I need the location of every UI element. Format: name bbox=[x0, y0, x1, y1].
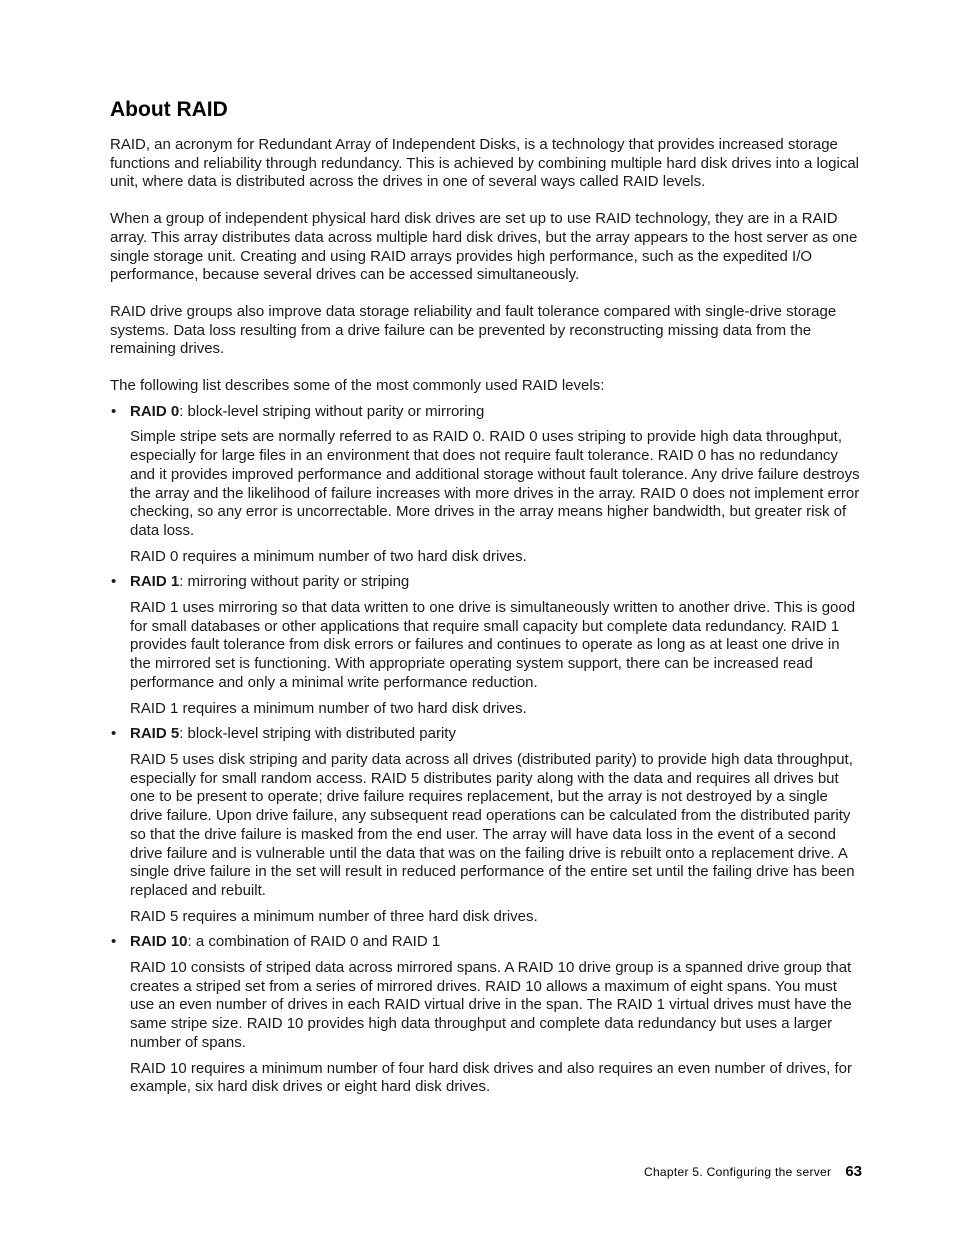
list-item-heading bbox=[111, 725, 864, 744]
list-item-raid-5 bbox=[110, 725, 864, 926]
list-item-heading bbox=[111, 933, 864, 952]
raid-term: RAID 10 bbox=[130, 933, 188, 951]
raid-summary: : a combination of RAID 0 and RAID 1 bbox=[187, 933, 441, 951]
list-item-raid-0 bbox=[110, 403, 864, 567]
raid-description: RAID 1 uses mirroring so that data written to one drive is simultaneously written to another drive. This is good for small databases or other applications that require small capacity but complete data redundancy. RAID 1 provides fault tolerance from disk errors or failures and continues to operate as long as at least one drive in the mirrored set is functioning. With appropriate operating system support, there can be increased read performance and only a minimal write performance reduction. bbox=[130, 599, 856, 691]
bullet-icon: • bbox=[111, 933, 117, 951]
bullet-icon: • bbox=[111, 573, 117, 591]
raid-requirement: RAID 5 requires a minimum number of three hard disk drives. bbox=[130, 907, 538, 925]
list-item-heading bbox=[111, 573, 864, 592]
page-footer bbox=[644, 1163, 862, 1181]
raid-term: RAID 1 bbox=[130, 573, 180, 591]
bullet-icon: • bbox=[111, 402, 117, 420]
paragraph-3: RAID drive groups also improve data storage reliability and fault tolerance compared with single-drive storage systems. Data loss resulting from a drive failure can be prevented by reconstructing missing data from the remaining drives. bbox=[110, 302, 837, 358]
paragraph-2: When a group of independent physical hard disk drives are set up to use RAID technology, they are in a RAID array. This array distributes data across multiple hard disk drives, but the array appears to the host server as one single storage unit. Creating and using RAID arrays provides high performance, such as the expedited I/O performance, because several drives can be accessed simultaneously. bbox=[110, 210, 858, 284]
page-title: About RAID bbox=[110, 98, 228, 121]
raid-requirement: RAID 1 requires a minimum number of two hard disk drives. bbox=[130, 699, 527, 717]
document-page bbox=[110, 96, 864, 1104]
footer-chapter: Chapter 5. Configuring the server bbox=[643, 1165, 832, 1179]
list-item-heading bbox=[111, 402, 864, 422]
raid-summary: : mirroring without parity or striping bbox=[179, 573, 410, 591]
page-number: 63 bbox=[845, 1163, 862, 1180]
raid-summary: : block-level striping without parity or mirroring bbox=[179, 402, 485, 420]
raid-description: RAID 5 uses disk striping and parity data across all drives (distributed parity) to provide high data throughput, especially for small random access. RAID 5 distributes parity along with the data and requires all drives but one to be present to operate; drive failure requires replacement, but the array is not destroyed by a single drive failure. Upon drive failure, any subsequent read operations can be calculated from the distributed parity so that the drive failure is masked from the end user. The array will have data loss in the event of a second drive failure and is vulnerable until the data that was on the failing drive is rebuilt onto a replacement drive. A single drive failure in the set will result in reduced performance of the entire set until the failing drive has been replaced and rebuilt. bbox=[130, 750, 855, 899]
raid-description: Simple stripe sets are normally referred to as RAID 0. RAID 0 uses striping to provide high data throughput, especially for large files in an environment that does not require fault tolerance. RAID 0 has no redundancy and it provides improved performance and additional storage without fault tolerance. Any drive failure destroys the array and the likelihood of failure increases with more drives in the array. RAID 0 does not implement error checking, so any error is uncorrectable. More drives in the array means higher bandwidth, but greater risk of data loss. bbox=[130, 428, 860, 539]
raid-requirement: RAID 0 requires a minimum number of two hard disk drives. bbox=[130, 547, 527, 565]
list-item-raid-10 bbox=[110, 933, 864, 1097]
bullet-icon: • bbox=[111, 725, 117, 743]
raid-requirement: RAID 10 requires a minimum number of four hard disk drives and also requires an even number of drives, for example, six hard disk drives or eight hard disk drives. bbox=[130, 1059, 852, 1096]
raid-summary: : block-level striping with distributed parity bbox=[179, 725, 456, 743]
raid-description: RAID 10 consists of striped data across mirrored spans. A RAID 10 drive group is a spanned drive group that creates a striped set from a series of mirrored drives. RAID 10 allows a maximum of eight spans. You must use an even number of drives in each RAID virtual drive in the span. The RAID 1 virtual drives must have the same stripe size. RAID 10 provides high data throughput and complete data redundancy but uses a larger number of spans. bbox=[130, 959, 852, 1051]
raid-term: RAID 0 bbox=[130, 402, 180, 420]
list-item-raid-1 bbox=[110, 573, 864, 718]
raid-term: RAID 5 bbox=[130, 725, 180, 743]
paragraph-1: RAID, an acronym for Redundant Array of Independent Disks, is a technology that provides increased storage functions and reliability through redundancy. This is achieved by combining multiple hard disk drives into a logical unit, where data is distributed across the drives in one of several ways called RAID levels. bbox=[110, 136, 860, 191]
raid-level-list bbox=[110, 403, 864, 1097]
list-intro: The following list describes some of the most commonly used RAID levels: bbox=[110, 377, 605, 395]
